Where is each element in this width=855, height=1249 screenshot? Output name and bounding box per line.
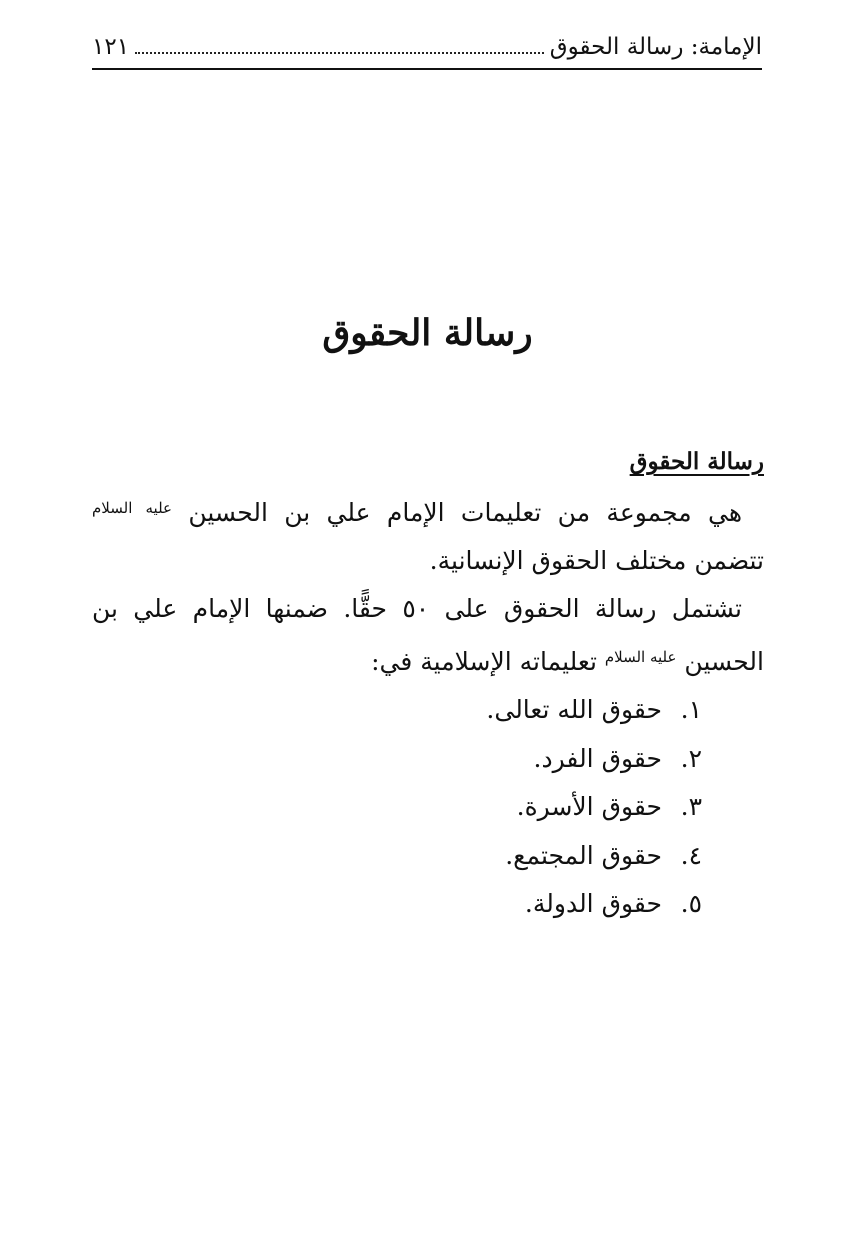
list-item-number: ٢. (680, 743, 702, 773)
section-heading: رسالة الحقوق (629, 448, 764, 475)
list-item-text: حقوق الأسرة. (516, 792, 662, 821)
list-item (92, 783, 702, 831)
list-item-number: ٣. (680, 792, 702, 821)
dot-leader (135, 51, 544, 54)
paragraph-2-text-after: تعليماته الإسلامية في: (371, 647, 597, 676)
paragraph-1 (92, 484, 764, 585)
paragraph-2 (92, 585, 764, 686)
chapter-title: رسالة الحقوق (322, 312, 533, 354)
list-item (92, 832, 702, 880)
paragraph-2-text-before: تشتمل رسالة الحقوق على ٥٠ حقًّا. ضمنها الإمام علي بن الحسين (92, 594, 764, 676)
paragraph-1-text-after: تتضمن مختلف الحقوق الإنسانية. (429, 546, 764, 575)
list-item-text: حقوق الدولة. (524, 889, 662, 918)
list-item-text: حقوق المجتمع. (505, 840, 662, 870)
list-item-text: حقوق الله تعالى. (486, 695, 662, 724)
content-body (92, 440, 764, 929)
list-item (92, 686, 702, 734)
header-title: الإمامة: رسالة الحقوق (549, 34, 762, 60)
honorific-mark: عليه السلام (92, 499, 172, 517)
list-item-number: ١. (680, 695, 702, 724)
rights-list (92, 686, 764, 928)
paragraph-1-text-before: هي مجموعة من تعليمات الإمام علي بن الحسين (188, 498, 742, 527)
running-header (92, 30, 762, 70)
list-item-number: ٥. (680, 889, 702, 918)
honorific-mark: عليه السلام (604, 648, 677, 666)
list-item (92, 880, 702, 928)
list-item (92, 735, 702, 783)
page-number: ١٢١ (92, 34, 130, 60)
list-item-number: ٤. (680, 840, 702, 870)
list-item-text: حقوق الفرد. (533, 743, 662, 773)
